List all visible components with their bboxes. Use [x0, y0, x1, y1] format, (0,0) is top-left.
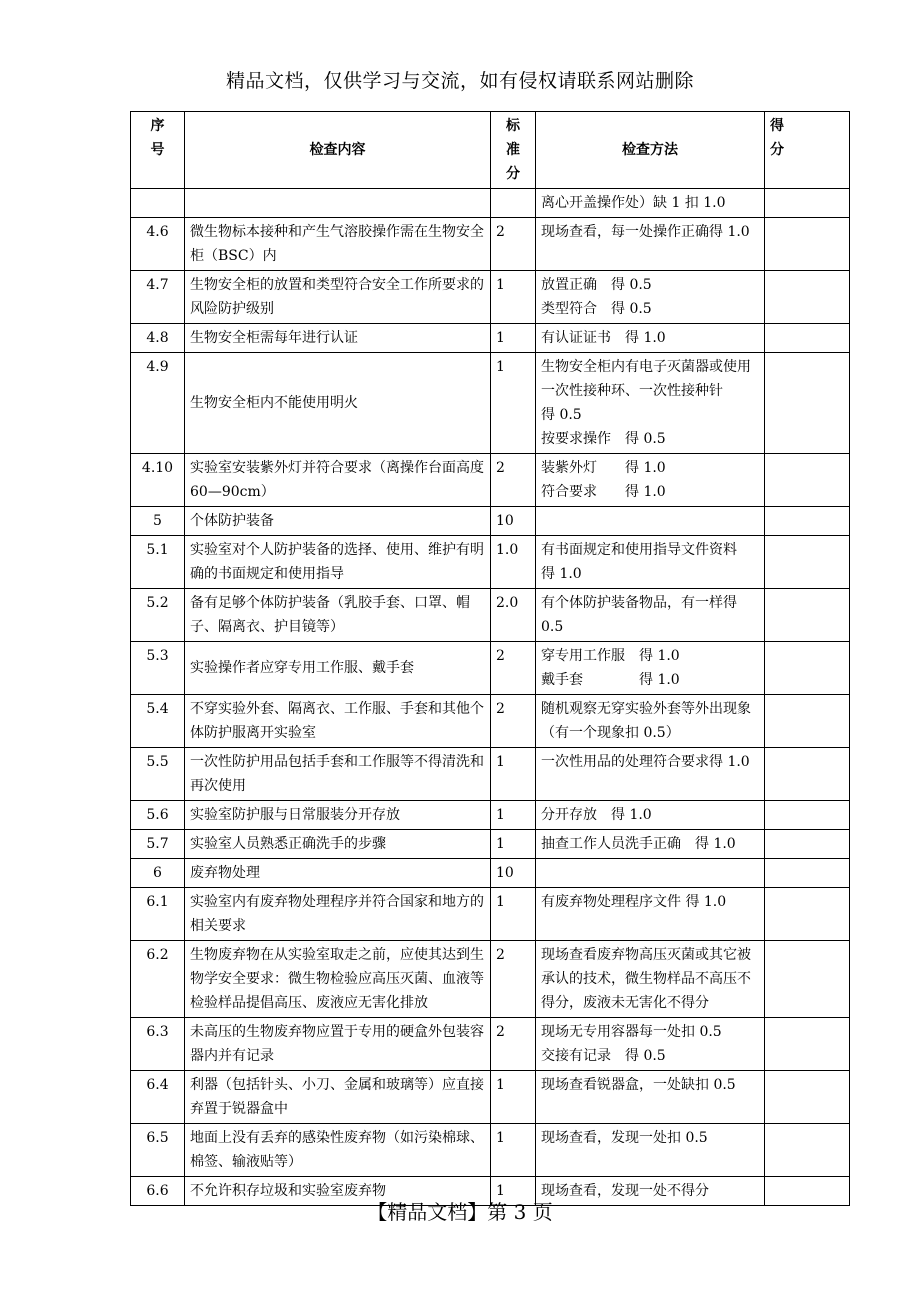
- row-method: 装紫外灯 得 1.0 符合要求 得 1.0: [536, 454, 765, 507]
- row-method: 放置正确 得 0.5 类型符合 得 0.5: [536, 271, 765, 324]
- row-number: 5.6: [131, 801, 185, 830]
- table-row: [131, 536, 850, 589]
- row-content: 微生物标本接种和产生气溶胶操作需在生物安全柜（BSC）内: [185, 218, 491, 271]
- header-score-line1: 得: [770, 118, 784, 134]
- row-standard-score: 1: [491, 888, 536, 941]
- row-number: 6.2: [131, 941, 185, 1018]
- page-header: 精品文档，仅供学习与交流，如有侵权请联系网站删除: [225, 70, 694, 92]
- row-method: [536, 507, 765, 536]
- row-score: [765, 888, 850, 941]
- row-content: 备有足够个体防护装备（乳胶手套、口罩、帽子、隔离衣、护目镜等）: [185, 589, 491, 642]
- row-score: [765, 642, 850, 695]
- row-method: 随机观察无穿实验外套等外出现象（有一个现象扣 0.5）: [536, 695, 765, 748]
- row-standard-score: 1: [491, 830, 536, 859]
- section-title: 个体防护装备: [185, 507, 491, 536]
- row-score: [765, 1018, 850, 1071]
- row-standard-score: 2: [491, 1018, 536, 1071]
- row-standard-score: 2: [491, 695, 536, 748]
- table-section-row: [131, 859, 850, 888]
- header-standard-score: [491, 112, 536, 189]
- header-no-line2: 号: [150, 142, 165, 158]
- row-standard-score: 1: [491, 1124, 536, 1177]
- row-score: [765, 859, 850, 888]
- row-content: 不允许积存垃圾和实验室废弃物: [185, 1177, 491, 1206]
- row-number: 5.4: [131, 695, 185, 748]
- row-number: 6.1: [131, 888, 185, 941]
- row-content: 实验操作者应穿专用工作服、戴手套: [185, 642, 491, 695]
- row-score: [765, 1124, 850, 1177]
- table-row: [131, 1018, 850, 1071]
- row-method: 一次性用品的处理符合要求得 1.0: [536, 748, 765, 801]
- row-content: 实验室对个人防护装备的选择、使用、维护有明确的书面规定和使用指导: [185, 536, 491, 589]
- row-content: 实验室内有废弃物处理程序并符合国家和地方的相关要求: [185, 888, 491, 941]
- row-number: 5.1: [131, 536, 185, 589]
- row-method: 有废弃物处理程序文件 得 1.0: [536, 888, 765, 941]
- header-score-line2: 分: [770, 142, 784, 158]
- row-score: [765, 1071, 850, 1124]
- row-score: [765, 589, 850, 642]
- row-score: [765, 748, 850, 801]
- header-no: [131, 112, 185, 189]
- row-score: [765, 507, 850, 536]
- page-footer: 【精品文档】第 3 页: [367, 1200, 553, 1224]
- table-section-row: [131, 507, 850, 536]
- row-method: 现场查看废弃物高压灭菌或其它被承认的技术，微生物样品不高压不得分，废液未无害化不得分: [536, 941, 765, 1018]
- row-number: 4.10: [131, 454, 185, 507]
- row-method: 生物安全柜内有电子灭菌器或使用一次性接种环、一次性接种针 得 0.5 按要求操作 得 0.5: [536, 353, 765, 454]
- row-score: [765, 830, 850, 859]
- row-content: 生物安全柜内不能使用明火: [185, 353, 491, 454]
- section-standard-score: 10: [491, 859, 536, 888]
- row-method: 现场查看，发现一处扣 0.5: [536, 1124, 765, 1177]
- row-content: 地面上没有丢弃的感染性废弃物（如污染棉球、棉签、输液贴等）: [185, 1124, 491, 1177]
- row-number: 4.8: [131, 324, 185, 353]
- row-content: [185, 189, 491, 218]
- row-method: 离心开盖操作处）缺 1 扣 1.0: [536, 189, 765, 218]
- row-method: 抽查工作人员洗手正确 得 1.0: [536, 830, 765, 859]
- row-method: 分开存放 得 1.0: [536, 801, 765, 830]
- row-score: [765, 454, 850, 507]
- row-number: 5.3: [131, 642, 185, 695]
- table-row: [131, 353, 850, 454]
- table-row: [131, 218, 850, 271]
- row-standard-score: 1: [491, 353, 536, 454]
- row-standard-score: 1: [491, 271, 536, 324]
- inspection-table: [130, 111, 850, 1206]
- section-number: 6: [131, 859, 185, 888]
- row-method: 有个体防护装备物品，有一样得 0.5: [536, 589, 765, 642]
- row-method: 现场查看锐器盒，一处缺扣 0.5: [536, 1071, 765, 1124]
- row-score: [765, 353, 850, 454]
- row-content: 实验室安装紫外灯并符合要求（离操作台面高度60—90cm）: [185, 454, 491, 507]
- row-score: [765, 218, 850, 271]
- row-standard-score: [491, 189, 536, 218]
- row-standard-score: 1: [491, 1071, 536, 1124]
- row-number: [131, 189, 185, 218]
- section-standard-score: 10: [491, 507, 536, 536]
- table-row: [131, 801, 850, 830]
- row-method: 现场查看，发现一处不得分: [536, 1177, 765, 1206]
- row-content: 未高压的生物废弃物应置于专用的硬盒外包装容器内并有记录: [185, 1018, 491, 1071]
- row-number: 4.9: [131, 353, 185, 454]
- table-row: [131, 941, 850, 1018]
- row-number: 6.5: [131, 1124, 185, 1177]
- row-standard-score: 1: [491, 748, 536, 801]
- row-method: [536, 859, 765, 888]
- row-content: 利器（包括针头、小刀、金属和玻璃等）应直接弃置于锐器盒中: [185, 1071, 491, 1124]
- row-method: 有书面规定和使用指导文件资料 得 1.0: [536, 536, 765, 589]
- row-number: 6.4: [131, 1071, 185, 1124]
- row-standard-score: 2: [491, 218, 536, 271]
- row-method: 现场无专用容器每一处扣 0.5 交接有记录 得 0.5: [536, 1018, 765, 1071]
- row-score: [765, 189, 850, 218]
- row-content: 生物安全柜的放置和类型符合安全工作所要求的风险防护级别: [185, 271, 491, 324]
- table-row: [131, 324, 850, 353]
- row-method: 穿专用工作服 得 1.0 戴手套 得 1.0: [536, 642, 765, 695]
- row-standard-score: 2: [491, 642, 536, 695]
- table-header-row: [131, 112, 850, 189]
- table-row: [131, 1124, 850, 1177]
- header-score: [765, 112, 850, 189]
- row-standard-score: 2: [491, 454, 536, 507]
- header-std-line2: 准: [506, 142, 520, 158]
- table-row: [131, 589, 850, 642]
- row-standard-score: 2: [491, 941, 536, 1018]
- table-row: [131, 271, 850, 324]
- row-content: 生物废弃物在从实验室取走之前，应使其达到生物学安全要求：微生物检验应高压灭菌、血液等检验样品提倡高压、废液应无害化排放: [185, 941, 491, 1018]
- table-row: [131, 1071, 850, 1124]
- row-standard-score: 1.0: [491, 536, 536, 589]
- row-number: 5.7: [131, 830, 185, 859]
- row-standard-score: 1: [491, 801, 536, 830]
- section-number: 5: [131, 507, 185, 536]
- row-standard-score: 2.0: [491, 589, 536, 642]
- row-number: 4.7: [131, 271, 185, 324]
- row-score: [765, 941, 850, 1018]
- row-standard-score: 1: [491, 1177, 536, 1206]
- header-std-line1: 标: [506, 118, 520, 134]
- row-number: 4.6: [131, 218, 185, 271]
- table-row: [131, 830, 850, 859]
- table-row: [131, 888, 850, 941]
- row-number: 6.3: [131, 1018, 185, 1071]
- header-std-line3: 分: [506, 166, 520, 182]
- header-no-line1: 序: [150, 118, 165, 134]
- row-method: 现场查看，每一处操作正确得 1.0: [536, 218, 765, 271]
- table-row: [131, 642, 850, 695]
- row-content: 生物安全柜需每年进行认证: [185, 324, 491, 353]
- row-standard-score: 1: [491, 324, 536, 353]
- row-method: 有认证证书 得 1.0: [536, 324, 765, 353]
- table-row: [131, 454, 850, 507]
- section-title: 废弃物处理: [185, 859, 491, 888]
- row-score: [765, 801, 850, 830]
- row-number: 6.6: [131, 1177, 185, 1206]
- table-row: [131, 748, 850, 801]
- row-content: 不穿实验外套、隔离衣、工作服、手套和其他个体防护服离开实验室: [185, 695, 491, 748]
- row-content: 实验室人员熟悉正确洗手的步骤: [185, 830, 491, 859]
- row-score: [765, 271, 850, 324]
- row-score: [765, 536, 850, 589]
- table-row: [131, 695, 850, 748]
- row-score: [765, 695, 850, 748]
- row-content: 实验室防护服与日常服装分开存放: [185, 801, 491, 830]
- row-number: 5.5: [131, 748, 185, 801]
- row-number: 5.2: [131, 589, 185, 642]
- header-content: 检查内容: [185, 112, 491, 189]
- row-score: [765, 324, 850, 353]
- header-method: 检查方法: [536, 112, 765, 189]
- table-row: [131, 189, 850, 218]
- row-content: 一次性防护用品包括手套和工作服等不得清洗和再次使用: [185, 748, 491, 801]
